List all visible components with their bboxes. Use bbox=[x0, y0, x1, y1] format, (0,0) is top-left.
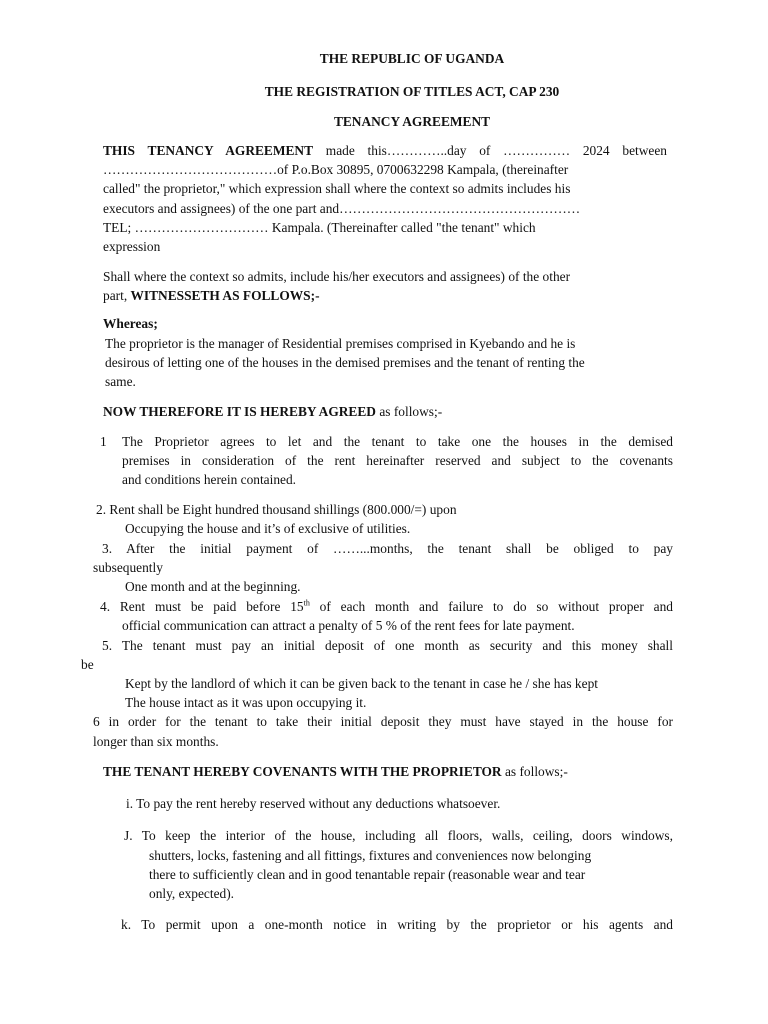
whereas-line-2: desirous of letting one of the houses in the demised premises and the tenant of renting the bbox=[105, 355, 585, 370]
witnesseth-bold: WITNESSETH AS FOLLOWS;- bbox=[130, 288, 320, 303]
intro-line-1 bbox=[103, 141, 667, 160]
clause-5-line-3: Kept by the landlord of which it can be given back to the tenant in case he / she has kept bbox=[125, 676, 598, 691]
intro-line-6: expression bbox=[103, 239, 161, 254]
clause-6-line-1: 6 in order for the tenant to take their initial deposit they must have stayed in the house for bbox=[93, 714, 673, 729]
covenant-j-line-2: shutters, locks, fastening and all fittings, fixtures and conveniences now belonging bbox=[149, 848, 592, 863]
covenant-j-line-4: only, expected). bbox=[149, 886, 235, 901]
covenants-heading bbox=[103, 762, 568, 781]
clause-5-line-2: be bbox=[81, 657, 94, 672]
clause-6-line-2: longer than six months. bbox=[93, 734, 219, 749]
title-republic: THE REPUBLIC OF UGANDA bbox=[319, 51, 505, 66]
para2-line-1: Shall where the context so admits, include his/her executors and assignees) of the other bbox=[103, 269, 571, 284]
whereas-heading bbox=[103, 314, 158, 333]
intro-line-2: …………………………………of P.o.Box 30895, 0700632298 Kampala, (thereinafter bbox=[103, 162, 569, 177]
clause-5-line-4: The house intact as it was upon occupying it. bbox=[125, 695, 367, 710]
whereas-line-1: The proprietor is the manager of Residential premises comprised in Kyebando and he is bbox=[105, 336, 576, 351]
intro-line-1-text: made this…………..day of …………… 2024 between bbox=[313, 143, 667, 158]
clause-5-line-1: 5. The tenant must pay an initial deposit of one month as security and this money shall bbox=[102, 638, 673, 653]
clause-3-line-1: 3. After the initial payment of ……...months, the tenant shall be obliged to pay bbox=[102, 541, 673, 556]
para2-line-2 bbox=[103, 286, 320, 305]
title-act: THE REGISTRATION OF TITLES ACT, CAP 230 bbox=[264, 84, 560, 99]
clause-2-line-2: Occupying the house and it’s of exclusive of utilities. bbox=[125, 521, 411, 536]
para2-line-2-text: part, bbox=[103, 288, 131, 303]
covenants-bold: THE TENANT HEREBY COVENANTS WITH THE PROPRIETOR bbox=[103, 764, 502, 779]
agreed-text: as follows;- bbox=[375, 404, 443, 419]
intro-line-3: called" the proprietor," which expression shall where the context so admits includes his bbox=[103, 181, 571, 196]
whereas-line-3: same. bbox=[105, 374, 136, 389]
clause-3-line-2: subsequently bbox=[93, 560, 163, 575]
clause-1-line-3: and conditions herein contained. bbox=[122, 472, 297, 487]
clause-4-text-b: of each month and failure to do so without proper and bbox=[309, 599, 673, 614]
clause-1-line-2: premises in consideration of the rent hereinafter reserved and subject to the covenants bbox=[122, 453, 673, 468]
clause-4-superscript: th bbox=[303, 598, 310, 608]
clause-4-line-1 bbox=[100, 597, 673, 616]
clause-1-number: 1 bbox=[100, 434, 107, 449]
clause-4-text-a: 4. Rent must be paid before 15 bbox=[100, 599, 304, 614]
covenant-j-line-3: there to sufficiently clean and in good tenantable repair (reasonable wear and tear bbox=[149, 867, 586, 882]
agreed-bold: NOW THEREFORE IT IS HEREBY AGREED bbox=[103, 404, 376, 419]
covenant-k-line-1: k. To permit upon a one-month notice in writing by the proprietor or his agents and bbox=[121, 917, 673, 932]
covenants-text: as follows;- bbox=[501, 764, 568, 779]
intro-bold: THIS TENANCY AGREEMENT bbox=[103, 143, 314, 158]
clause-3-line-3: One month and at the beginning. bbox=[125, 579, 301, 594]
intro-line-5: TEL; ………………………… Kampala. (Thereinafter called "the tenant" which bbox=[103, 220, 536, 235]
whereas-bold: Whereas; bbox=[103, 316, 158, 331]
clause-2-line-1: 2. Rent shall be Eight hundred thousand shillings (800.000/=) upon bbox=[96, 502, 457, 517]
clause-4-line-2: official communication can attract a penalty of 5 % of the rent fees for late payment. bbox=[122, 618, 575, 633]
intro-line-4: executors and assignees) of the one part and……………………………………………… bbox=[103, 201, 581, 216]
covenant-j-line-1: J. To keep the interior of the house, including all floors, walls, ceiling, doors windows, bbox=[124, 828, 673, 843]
clause-1-line-1: The Proprietor agrees to let and the tenant to take one the houses in the demised bbox=[122, 434, 673, 449]
agreed-line bbox=[103, 402, 442, 421]
title-agreement: TENANCY AGREEMENT bbox=[333, 114, 491, 129]
covenant-i: i. To pay the rent hereby reserved without any deductions whatsoever. bbox=[126, 796, 501, 811]
